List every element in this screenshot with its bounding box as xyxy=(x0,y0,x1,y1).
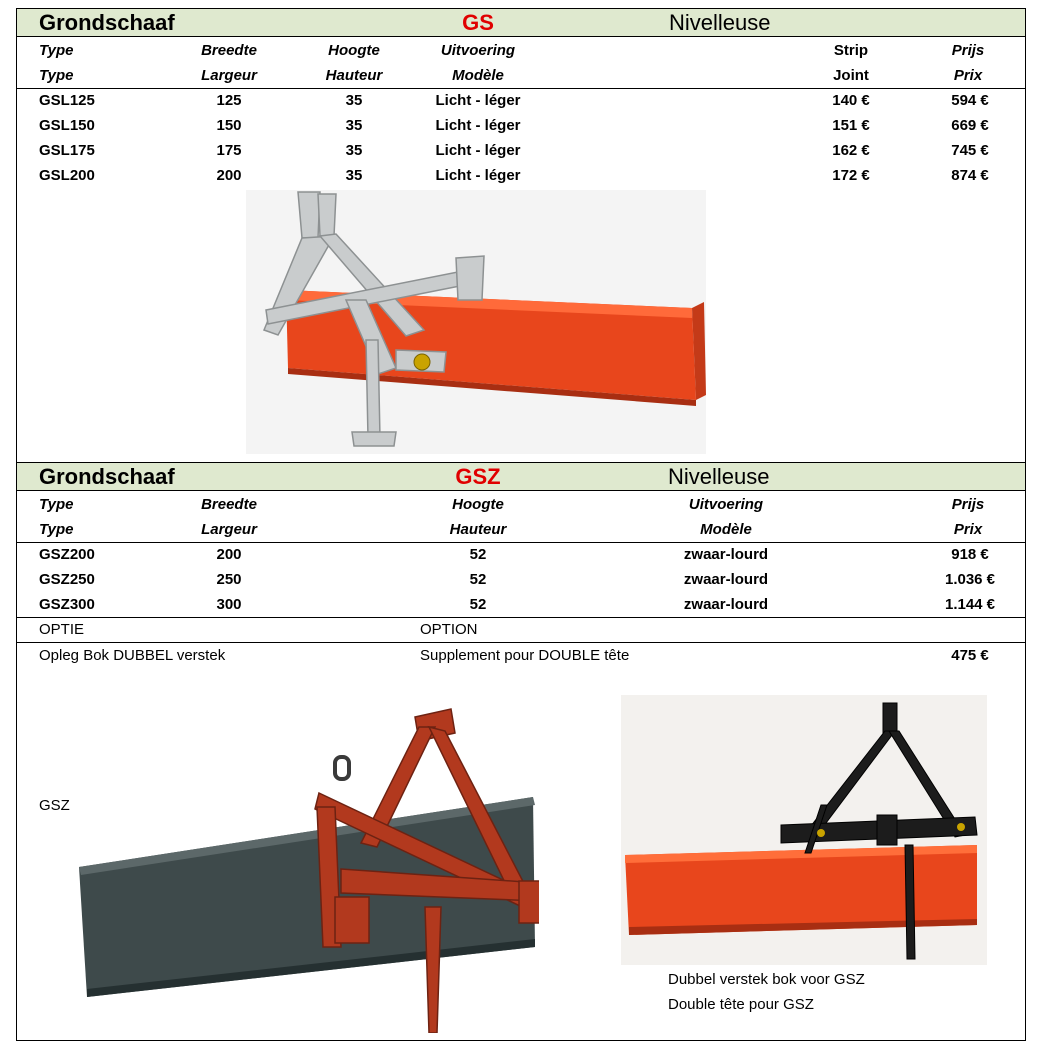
gs-h-price-nl: Prijs xyxy=(951,42,985,59)
gs-r1-strip: 151 € xyxy=(832,117,870,134)
gs-h-model-fr: Modèle xyxy=(452,67,504,84)
gs-r0-model: Licht - léger xyxy=(435,92,521,109)
gs-title-band xyxy=(17,9,1025,37)
gs-h-type-fr: Type xyxy=(39,67,74,84)
gsz-r2-height: 52 xyxy=(469,596,487,613)
gsz-r1-price: 1.036 € xyxy=(944,571,996,588)
gs-r2-model: Licht - léger xyxy=(435,142,521,159)
gs-r2-price: 745 € xyxy=(951,142,989,159)
gs-r2-width: 175 xyxy=(216,142,242,159)
gs-r2-height: 35 xyxy=(345,142,363,159)
gs-r1-price: 669 € xyxy=(951,117,989,134)
gsz-h-width-fr: Largeur xyxy=(201,521,257,538)
gs-r3-type: GSL200 xyxy=(39,167,95,184)
gs-r1-width: 150 xyxy=(216,117,242,134)
gsz-leveller-image xyxy=(79,697,539,1033)
gsz-h-model-nl: Uitvoering xyxy=(688,496,764,513)
gs-r3-width: 200 xyxy=(216,167,242,184)
gs-h-model-nl: Uitvoering xyxy=(440,42,516,59)
gsz-h-price-fr: Prix xyxy=(953,521,983,538)
gsz-h-height-nl: Hoogte xyxy=(452,496,504,513)
gsz-title-left: Grondschaaf xyxy=(39,464,175,489)
gsz-r1-height: 52 xyxy=(469,571,487,588)
gsz-h-type-nl: Type xyxy=(39,496,74,513)
double-head-image xyxy=(621,695,987,965)
gs-h-width-nl: Breedte xyxy=(201,42,257,59)
gsz-h-height-fr: Hauteur xyxy=(449,521,507,538)
gs-r1-type: GSL150 xyxy=(39,117,95,134)
gsz-h-width-nl: Breedte xyxy=(201,496,257,513)
gsz-r0-type: GSZ200 xyxy=(39,546,95,563)
gsz-r0-price: 918 € xyxy=(951,546,989,563)
gs-r0-type: GSL125 xyxy=(39,92,95,109)
gsz-r1-model: zwaar-lourd xyxy=(683,571,769,588)
gs-h-height-nl: Hoogte xyxy=(328,42,380,59)
gsz-r1-type: GSZ250 xyxy=(39,571,95,588)
gs-r2-strip: 162 € xyxy=(832,142,870,159)
gs-r0-width: 125 xyxy=(216,92,242,109)
gs-h-price-fr: Prix xyxy=(953,67,983,84)
gs-title-left: Grondschaaf xyxy=(39,10,175,35)
gs-r3-strip: 172 € xyxy=(832,167,870,184)
gsz-r2-model: zwaar-lourd xyxy=(683,596,769,613)
gs-r3-height: 35 xyxy=(345,167,363,184)
gsz-table-divider xyxy=(17,617,1025,618)
gs-r3-price: 874 € xyxy=(951,167,989,184)
gs-r0-strip: 140 € xyxy=(832,92,870,109)
gs-code: GS xyxy=(462,10,494,35)
gs-leveller-image xyxy=(246,190,706,454)
gsz-title-band xyxy=(17,463,1025,491)
gs-r0-price: 594 € xyxy=(951,92,989,109)
gs-r1-height: 35 xyxy=(345,117,363,134)
gsz-r2-price: 1.144 € xyxy=(944,596,996,613)
caption-line1: Dubbel verstek bok voor GSZ xyxy=(668,971,865,988)
gs-h-width-fr: Largeur xyxy=(201,67,257,84)
gsz-r2-width: 300 xyxy=(216,596,242,613)
gsz-r1-width: 250 xyxy=(216,571,242,588)
gs-r1-model: Licht - léger xyxy=(435,117,521,134)
gsz-h-type-fr: Type xyxy=(39,521,74,538)
option-price: 475 € xyxy=(951,647,989,664)
gs-h-strip-nl: Strip xyxy=(833,42,869,59)
gsz-r2-type: GSZ300 xyxy=(39,596,95,613)
option-label-fr: OPTION xyxy=(420,621,478,638)
option-divider xyxy=(17,642,1025,643)
option-desc-nl: Opleg Bok DUBBEL verstek xyxy=(39,647,226,664)
gs-h-strip-fr: Joint xyxy=(833,67,869,84)
gs-r3-model: Licht - léger xyxy=(435,167,521,184)
gs-r2-type: GSL175 xyxy=(39,142,95,159)
gsz-header-divider xyxy=(17,542,1025,543)
price-sheet xyxy=(16,8,1026,1041)
gs-h-height-fr: Hauteur xyxy=(325,67,383,84)
gsz-title-right: Nivelleuse xyxy=(668,464,770,489)
option-label-nl: OPTIE xyxy=(39,621,85,638)
gsz-h-model-fr: Modèle xyxy=(700,521,752,538)
gsz-r0-model: zwaar-lourd xyxy=(683,546,769,563)
caption-line2: Double tête pour GSZ xyxy=(668,996,814,1013)
gs-h-type-nl: Type xyxy=(39,42,74,59)
option-desc-fr: Supplement pour DOUBLE tête xyxy=(420,647,630,664)
gsz-image-label: GSZ xyxy=(39,797,70,814)
gsz-r0-height: 52 xyxy=(469,546,487,563)
gsz-h-price-nl: Prijs xyxy=(951,496,985,513)
gsz-r0-width: 200 xyxy=(216,546,242,563)
gs-r0-height: 35 xyxy=(345,92,363,109)
gsz-code: GSZ xyxy=(455,464,501,489)
gs-title-right: Nivelleuse xyxy=(669,10,771,35)
gs-header-divider xyxy=(17,88,1025,89)
